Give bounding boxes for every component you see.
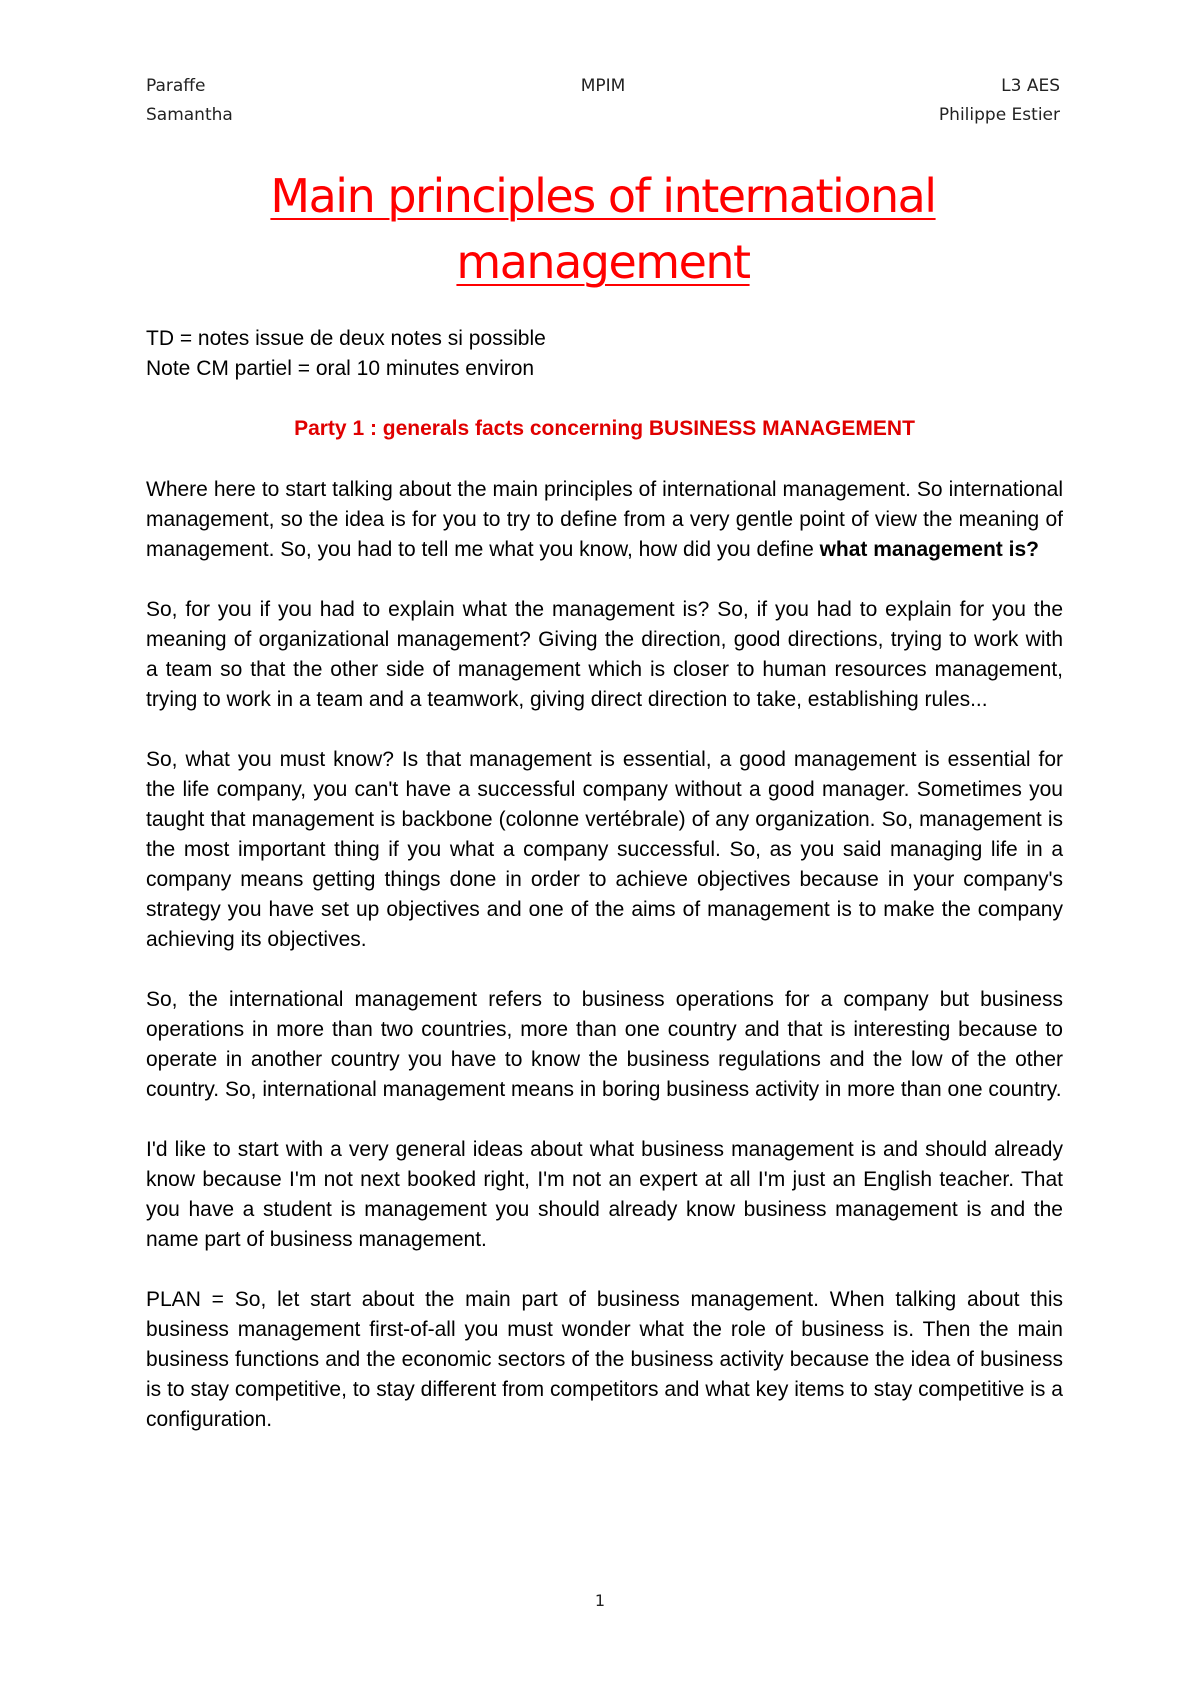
document-title — [146, 163, 1060, 295]
paragraph-4: So, the international management refers to business operations for a company but business operations in more than two countries, more than one country and that is interesting because to operate in another country you have to know the business regulations and the low of the other country. So, international management means in boring business activity in more than one country. — [146, 988, 1063, 1101]
page-number: 1 — [594, 1591, 606, 1610]
paragraph-5: I'd like to start with a very general ideas about what business management is and should already know because I'm not next booked right, I'm not an expert at all I'm just an English teacher. That you have a student is management you should already know business management is and the name part of business management. — [146, 1138, 1063, 1251]
paragraph-1-bold: what management is? — [819, 538, 1039, 561]
paragraph-6: PLAN = So, let start about the main part of business management. When talking about this business management first-of-all you must wonder what the role of business is. Then the main business functions and the economic sectors of the business activity because the idea of business is to stay competitive, to stay different from competitors and what key items to stay competitive is a configuration. — [146, 1288, 1063, 1431]
section-heading-emphasis: BUSINESS MANAGEMENT — [648, 417, 915, 440]
header-student-last-name: Paraffe — [146, 76, 206, 96]
intro-line-1: TD = notes issue de deux notes si possible — [146, 327, 546, 350]
document-body — [146, 324, 1063, 1435]
header-course: MPIM — [580, 76, 626, 96]
intro-line-2: Note CM partiel = oral 10 minutes environ — [146, 357, 535, 380]
header-level: L3 AES — [1001, 76, 1060, 96]
paragraph-3: So, what you must know? Is that management is essential, a good management is essential for the life company, you can't have a successful company without a good manager. Sometimes you taught that management is backbone (colonne vertébrale) of any organization. So, management is the most important thing if you what a company successful. So, as you said managing life in a company means getting things done in order to achieve objectives because in your company's strategy you have set up objectives and one of the aims of management is to make the company achieving its objectives. — [146, 748, 1063, 951]
header-student-first-name: Samantha — [146, 105, 233, 125]
paragraph-2: So, for you if you had to explain what the management is? So, if you had to explain for you the meaning of organizational management? Giving the direction, good directions, trying to work with a team so that the other side of management which is closer to human resources management, trying to work in a team and a teamwork, giving direct direction to take, establishing rules... — [146, 598, 1063, 711]
section-heading — [146, 414, 1063, 444]
paragraph-1-text: Where here to start talking about the main principles of international management. So international management, so the idea is for you to try to define from a very gentle point of view the meaning of management. So, you had to tell me what you know, how did you define — [146, 478, 1063, 561]
section-heading-prefix: Party 1 : generals facts concerning — [294, 417, 649, 440]
header-teacher: Philippe Estier — [938, 105, 1060, 125]
title-line-1: Main principles of international — [270, 169, 936, 223]
paragraph-1 — [146, 475, 1063, 565]
title-line-2: management — [456, 235, 750, 289]
